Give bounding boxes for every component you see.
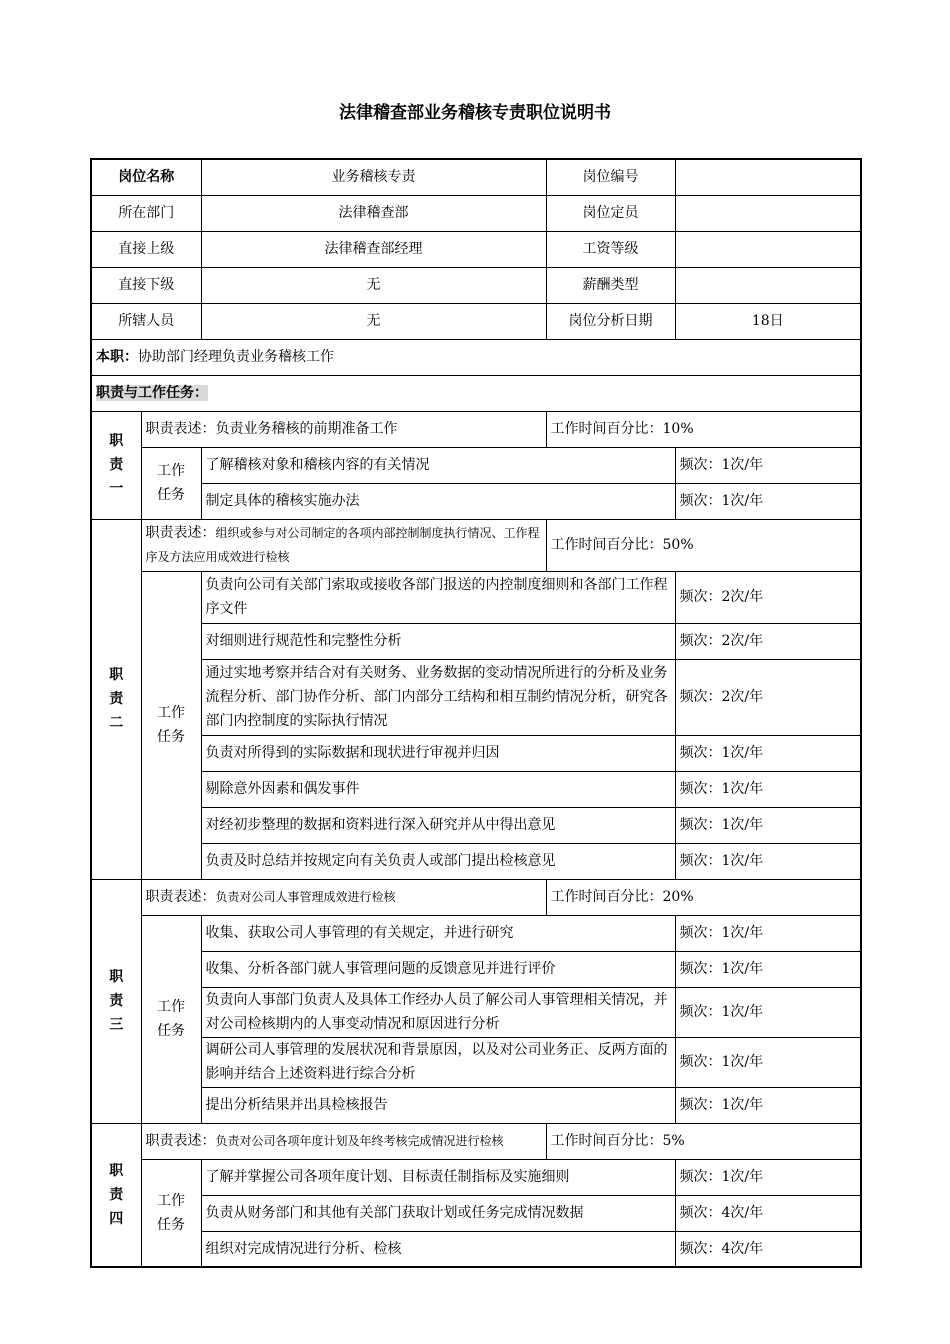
duty-name: 职 责 一 xyxy=(91,411,141,519)
info-value xyxy=(675,159,861,195)
task-row xyxy=(91,735,861,771)
task-frequency: 频次：2次/年 xyxy=(675,659,861,735)
duty-name: 职 责 四 xyxy=(91,1123,141,1267)
task-frequency: 频次：1次/年 xyxy=(675,1159,861,1195)
duty-name: 职 责 三 xyxy=(91,879,141,1123)
info-value xyxy=(675,231,861,267)
task-frequency: 频次：1次/年 xyxy=(675,735,861,771)
main-duty-label: 本职： xyxy=(96,349,138,365)
task-row xyxy=(91,571,861,623)
duty-name: 职 责 二 xyxy=(91,519,141,879)
task-frequency: 频次：1次/年 xyxy=(675,915,861,951)
task-row xyxy=(91,915,861,951)
duty-desc-text: 负责对公司各项年度计划及年终考核完成情况进行检核 xyxy=(215,1134,504,1148)
info-section xyxy=(91,159,861,339)
main-duty-cell xyxy=(91,339,861,375)
task-row xyxy=(91,771,861,807)
task-row xyxy=(91,951,861,987)
info-label: 所辖人员 xyxy=(91,303,201,339)
duty-section-1 xyxy=(91,411,861,519)
info-value: 法律稽查部 xyxy=(201,195,546,231)
duty-time-percent: 工作时间百分比：20% xyxy=(546,879,861,915)
info-row xyxy=(91,267,861,303)
info-label: 工资等级 xyxy=(546,231,675,267)
task-text: 负责从财务部门和其他有关部门获取计划或任务完成情况数据 xyxy=(201,1195,675,1231)
task-frequency: 频次：1次/年 xyxy=(675,987,861,1037)
task-frequency: 频次：2次/年 xyxy=(675,623,861,659)
task-text: 负责向人事部门负责人及具体工作经办人员了解公司人事管理相关情况，并对公司检核期内的人事变动情况和原因进行分析 xyxy=(201,987,675,1037)
task-frequency: 频次：1次/年 xyxy=(675,951,861,987)
task-label: 工作 任务 xyxy=(141,915,201,1123)
task-frequency: 频次：1次/年 xyxy=(675,483,861,519)
duty-desc-text: 负责对公司人事管理成效进行检核 xyxy=(215,890,396,904)
info-row xyxy=(91,231,861,267)
duty-section-2 xyxy=(91,519,861,879)
duty-desc-row xyxy=(91,519,861,571)
task-row xyxy=(91,1231,861,1267)
duty-desc-row xyxy=(91,411,861,447)
info-value: 18日 xyxy=(675,303,861,339)
info-label: 直接下级 xyxy=(91,267,201,303)
task-row xyxy=(91,987,861,1037)
info-row xyxy=(91,303,861,339)
task-row xyxy=(91,1087,861,1123)
info-label: 薪酬类型 xyxy=(546,267,675,303)
info-label: 岗位名称 xyxy=(91,159,201,195)
duty-description xyxy=(141,879,546,915)
duty-description xyxy=(141,1123,546,1159)
duty-desc-text: 负责业务稽核的前期准备工作 xyxy=(215,421,398,437)
info-value: 法律稽查部经理 xyxy=(201,231,546,267)
main-duty-section xyxy=(91,339,861,411)
task-text: 提出分析结果并出具检核报告 xyxy=(201,1087,675,1123)
info-value: 业务稽核专责 xyxy=(201,159,546,195)
task-frequency: 频次：2次/年 xyxy=(675,571,861,623)
duty-desc-text: 组织或参与对公司制定的各项内部控制制度执行情况、工作程序及方法应用成效进行检核 xyxy=(145,526,540,564)
task-text: 制定具体的稽核实施办法 xyxy=(201,483,675,519)
task-row xyxy=(91,843,861,879)
info-label: 直接上级 xyxy=(91,231,201,267)
info-label: 岗位分析日期 xyxy=(546,303,675,339)
task-frequency: 频次：4次/年 xyxy=(675,1195,861,1231)
duty-desc-row xyxy=(91,1123,861,1159)
task-text: 对经初步整理的数据和资料进行深入研究并从中得出意见 xyxy=(201,807,675,843)
page-title: 法律稽查部业务稽核专责职位说明书 xyxy=(339,103,611,123)
duties-header-row xyxy=(91,375,861,411)
task-label: 工作 任务 xyxy=(141,571,201,879)
task-text: 剔除意外因素和偶发事件 xyxy=(201,771,675,807)
task-row xyxy=(91,1037,861,1087)
task-label: 工作 任务 xyxy=(141,1159,201,1267)
task-frequency: 频次：1次/年 xyxy=(675,807,861,843)
main-duty-row xyxy=(91,339,861,375)
task-frequency: 频次：1次/年 xyxy=(675,447,861,483)
task-frequency: 频次：1次/年 xyxy=(675,1037,861,1087)
duty-description xyxy=(141,519,546,571)
duty-desc-label: 职责表述： xyxy=(145,421,216,437)
task-row xyxy=(91,1195,861,1231)
duty-desc-label: 职责表述： xyxy=(145,889,216,905)
duty-time-percent: 工作时间百分比：50% xyxy=(546,519,861,571)
task-text: 调研公司人事管理的发展状况和背景原因，以及对公司业务正、反两方面的影响并结合上述资料进行综合分析 xyxy=(201,1037,675,1087)
job-description-table xyxy=(90,158,862,1268)
task-text: 对细则进行规范性和完整性分析 xyxy=(201,623,675,659)
task-label: 工作 任务 xyxy=(141,447,201,519)
task-text: 负责对所得到的实际数据和现状进行审视并归因 xyxy=(201,735,675,771)
info-label: 岗位定员 xyxy=(546,195,675,231)
task-text: 了解稽核对象和稽核内容的有关情况 xyxy=(201,447,675,483)
task-text: 了解并掌握公司各项年度计划、目标责任制指标及实施细则 xyxy=(201,1159,675,1195)
task-row xyxy=(91,623,861,659)
info-row xyxy=(91,159,861,195)
task-text: 通过实地考察并结合对有关财务、业务数据的变动情况所进行的分析及业务流程分析、部门协作分析、部门内部分工结构和相互制约情况分析，研究各部门内控制度的实际执行情况 xyxy=(201,659,675,735)
task-row xyxy=(91,659,861,735)
info-value xyxy=(675,195,861,231)
duties-header: 职责与工作任务： xyxy=(96,385,208,401)
duty-time-percent: 工作时间百分比：5% xyxy=(546,1123,861,1159)
task-row xyxy=(91,447,861,483)
duty-desc-row xyxy=(91,879,861,915)
info-row xyxy=(91,195,861,231)
duty-section-4 xyxy=(91,1123,861,1267)
task-text: 组织对完成情况进行分析、检核 xyxy=(201,1231,675,1267)
info-label: 岗位编号 xyxy=(546,159,675,195)
task-row xyxy=(91,483,861,519)
task-row xyxy=(91,1159,861,1195)
task-text: 负责向公司有关部门索取或接收各部门报送的内控制度细则和各部门工作程序文件 xyxy=(201,571,675,623)
task-frequency: 频次：1次/年 xyxy=(675,771,861,807)
task-frequency: 频次：4次/年 xyxy=(675,1231,861,1267)
main-duty-text: 协助部门经理负责业务稽核工作 xyxy=(138,349,334,365)
duty-time-percent: 工作时间百分比：10% xyxy=(546,411,861,447)
duty-desc-label: 职责表述： xyxy=(145,1133,216,1149)
duty-description xyxy=(141,411,546,447)
task-row xyxy=(91,807,861,843)
task-text: 收集、分析各部门就人事管理问题的反馈意见并进行评价 xyxy=(201,951,675,987)
duties-header-cell xyxy=(91,375,861,411)
task-frequency: 频次：1次/年 xyxy=(675,843,861,879)
info-value: 无 xyxy=(201,303,546,339)
info-value: 无 xyxy=(201,267,546,303)
task-text: 收集、获取公司人事管理的有关规定，并进行研究 xyxy=(201,915,675,951)
info-label: 所在部门 xyxy=(91,195,201,231)
task-frequency: 频次：1次/年 xyxy=(675,1087,861,1123)
duty-section-3 xyxy=(91,879,861,1123)
duty-desc-label: 职责表述： xyxy=(145,525,216,541)
task-text: 负责及时总结并按规定向有关负责人或部门提出检核意见 xyxy=(201,843,675,879)
info-value xyxy=(675,267,861,303)
